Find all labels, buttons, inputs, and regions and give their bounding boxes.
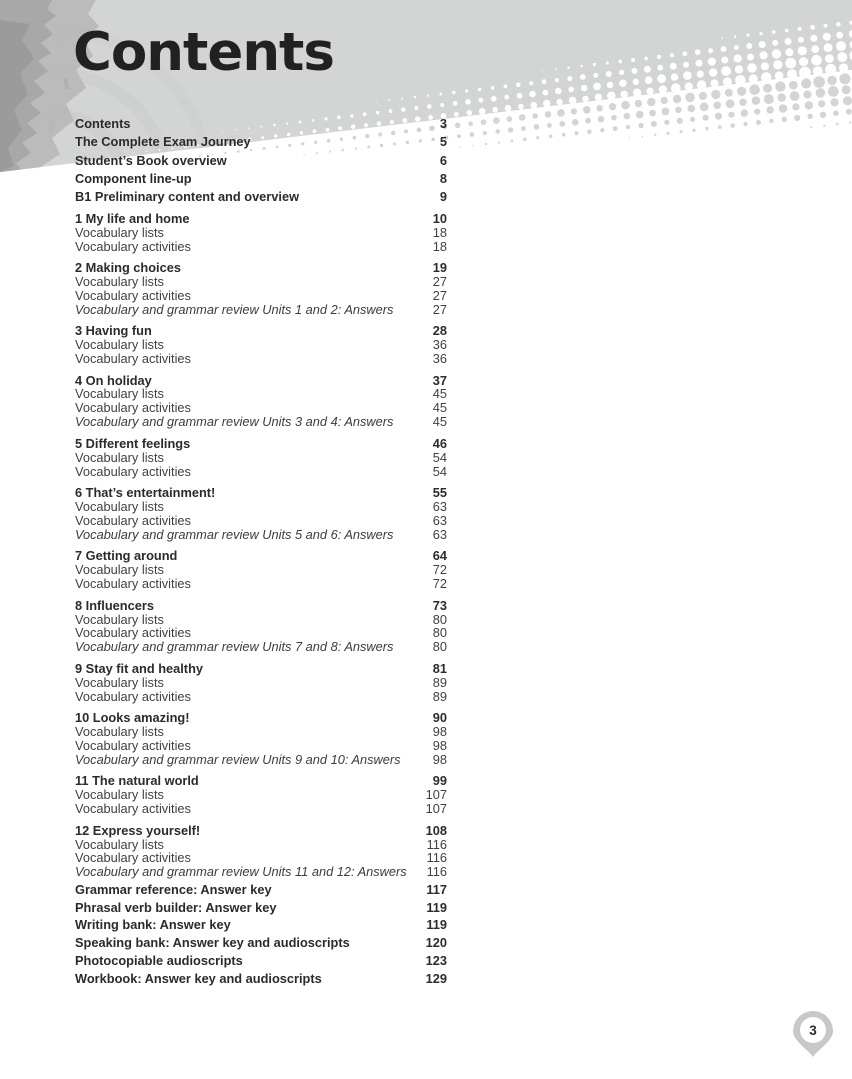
toc-entry-page: 5 <box>439 134 447 150</box>
toc-entry-page: 3 <box>439 116 447 131</box>
toc-row <box>75 190 447 204</box>
toc-row <box>75 338 447 352</box>
toc-row <box>75 240 447 254</box>
toc-entry-label: Vocabulary and grammar review Units 11 and 12: Answers <box>75 864 407 880</box>
toc-unit-group <box>75 324 447 366</box>
toc-row <box>75 599 447 613</box>
toc-row <box>75 918 447 932</box>
toc-row <box>75 883 447 897</box>
toc-entry-label: Writing bank: Answer key <box>75 917 231 933</box>
toc-row <box>75 451 447 465</box>
toc-entry-label: Vocabulary lists <box>75 787 164 803</box>
toc-entry-page: 36 <box>432 337 447 353</box>
toc-row <box>75 387 447 401</box>
toc-unit-group <box>75 486 447 542</box>
toc-entry-page: 72 <box>432 562 447 578</box>
toc-unit-group <box>75 711 447 767</box>
toc-entry-label: 6 That’s entertainment! <box>75 485 216 501</box>
toc-row <box>75 753 447 767</box>
toc-entry-label: Vocabulary activities <box>75 737 191 753</box>
toc-entry-label: Vocabulary lists <box>75 611 164 627</box>
toc-entry-label: Vocabulary activities <box>75 801 191 817</box>
toc-entry-label: Vocabulary activities <box>75 576 191 592</box>
toc-entry-page: 108 <box>425 822 447 838</box>
toc-unit-group <box>75 549 447 591</box>
toc-row <box>75 437 447 451</box>
toc-entry-label: Speaking bank: Answer key and audioscripts <box>75 935 350 951</box>
toc-entry-page: 18 <box>432 238 447 254</box>
toc-entry-label: 9 Stay fit and healthy <box>75 660 204 676</box>
toc-entry-page: 129 <box>425 970 447 986</box>
toc-row <box>75 549 447 563</box>
toc-row <box>75 824 447 838</box>
toc-entry-label: Vocabulary lists <box>75 498 164 514</box>
toc-entry-label: 12 Express yourself! <box>75 822 201 838</box>
toc-entry-label: Component line-up <box>75 170 192 186</box>
toc-row <box>75 500 447 514</box>
toc-entry-page: 10 <box>432 210 447 226</box>
toc-entry-label: Vocabulary activities <box>75 351 191 367</box>
toc-entry-page: 107 <box>425 787 447 803</box>
toc-entry-page: 64 <box>432 548 447 564</box>
toc-row <box>75 486 447 500</box>
toc-entry-label: Vocabulary and grammar review Units 1 and 2: Answers <box>75 301 394 317</box>
toc-entry-page: 123 <box>425 952 447 968</box>
toc-entry-page: 116 <box>426 850 447 866</box>
toc-entry-page: 36 <box>432 351 447 367</box>
toc-row <box>75 577 447 591</box>
toc-entry-page: 54 <box>432 449 447 465</box>
toc-row <box>75 739 447 753</box>
toc-row <box>75 954 447 968</box>
toc-row <box>75 135 447 149</box>
toc-entry-label: Vocabulary activities <box>75 512 191 528</box>
toc-entry-label: Photocopiable audioscripts <box>75 952 243 968</box>
toc-row <box>75 352 447 366</box>
toc-entry-label: 11 The natural world <box>75 773 199 789</box>
toc-entry-page: 73 <box>432 597 447 613</box>
toc-row <box>75 154 447 168</box>
toc-entry-label: Vocabulary activities <box>75 688 191 704</box>
toc-entry-label: Workbook: Answer key and audioscripts <box>75 970 322 986</box>
toc-row <box>75 415 447 429</box>
toc-entry-page: 98 <box>432 751 447 767</box>
toc-row <box>75 676 447 690</box>
toc-entry-label: 4 On holiday <box>75 372 152 388</box>
toc-unit-group <box>75 662 447 704</box>
toc-row <box>75 788 447 802</box>
toc-row <box>75 865 447 879</box>
toc-entry-label: Vocabulary lists <box>75 449 164 465</box>
toc-row <box>75 226 447 240</box>
toc-entry-page: 9 <box>439 189 447 205</box>
toc-entry-page: 89 <box>432 674 447 690</box>
toc-entry-label: Contents <box>75 116 131 131</box>
toc-row <box>75 613 447 627</box>
toc-entry-page: 98 <box>432 737 447 753</box>
toc-row <box>75 465 447 479</box>
toc-row <box>75 690 447 704</box>
toc-entry-label: 10 Looks amazing! <box>75 710 190 726</box>
page-number-badge <box>791 1010 835 1058</box>
toc-entry-page: 99 <box>432 773 447 789</box>
toc-entry-label: Grammar reference: Answer key <box>75 882 272 898</box>
toc-entry-page: 27 <box>432 287 447 303</box>
toc-row <box>75 289 447 303</box>
toc-unit-group <box>75 261 447 317</box>
toc-entry-page: 80 <box>432 611 447 627</box>
toc-row <box>75 802 447 816</box>
toc-entry-label: Vocabulary and grammar review Units 9 and 10: Answers <box>75 751 401 767</box>
toc-entry-page: 45 <box>432 400 447 416</box>
toc-entry-label: 5 Different feelings <box>75 435 191 451</box>
toc-entry-page: 116 <box>426 836 447 852</box>
toc-entry-label: Vocabulary activities <box>75 625 191 641</box>
toc-entry-page: 63 <box>432 526 447 542</box>
toc-entry-page: 19 <box>432 260 447 275</box>
toc-row <box>75 528 447 542</box>
toc-entry-page: 55 <box>432 485 447 501</box>
toc-row <box>75 261 447 275</box>
toc-list <box>75 117 447 986</box>
toc-entry-page: 27 <box>432 301 447 317</box>
toc-entry-label: Vocabulary lists <box>75 273 164 289</box>
toc-entry-label: Vocabulary activities <box>75 850 191 866</box>
toc-entry-page: 63 <box>432 498 447 514</box>
toc-entry-page: 6 <box>439 152 447 168</box>
toc-entry-page: 117 <box>426 882 447 898</box>
page-title: Contents <box>73 22 334 83</box>
map-pin-icon <box>791 1010 835 1058</box>
toc-entry-label: 1 My life and home <box>75 210 190 226</box>
toc-unit-group <box>75 774 447 816</box>
toc-entry-page: 119 <box>426 899 447 915</box>
toc-entry-page: 89 <box>432 688 447 704</box>
toc-row <box>75 275 447 289</box>
toc-entry-label: Vocabulary lists <box>75 386 164 402</box>
toc-entry-label: The Complete Exam Journey <box>75 134 251 150</box>
toc-unit-group <box>75 212 447 254</box>
toc-entry-label: Vocabulary lists <box>75 562 164 578</box>
toc-entry-label: Vocabulary lists <box>75 836 164 852</box>
toc-row <box>75 640 447 654</box>
toc-entry-label: Vocabulary lists <box>75 337 164 353</box>
toc-row <box>75 838 447 852</box>
toc-entry-page: 81 <box>432 660 447 676</box>
toc-entry-label: Vocabulary and grammar review Units 3 and 4: Answers <box>75 414 394 430</box>
toc-unit-group <box>75 374 447 430</box>
toc-entry-page: 116 <box>426 864 447 880</box>
toc-entry-page: 72 <box>432 576 447 592</box>
toc-entry-label: Vocabulary lists <box>75 224 164 240</box>
toc-entry-page: 8 <box>439 170 447 186</box>
toc-entry-page: 46 <box>432 435 447 451</box>
toc-entry-label: Vocabulary activities <box>75 287 191 303</box>
toc-row <box>75 401 447 415</box>
toc-entry-page: 120 <box>425 935 447 951</box>
toc-entry-page: 98 <box>432 724 447 740</box>
toc-entry-page: 63 <box>432 512 447 528</box>
toc-entry-label: Vocabulary activities <box>75 463 191 479</box>
toc-entry-page: 80 <box>432 625 447 641</box>
toc-entry-page: 18 <box>432 224 447 240</box>
toc-entry-label: Vocabulary lists <box>75 674 164 690</box>
toc-entry-label: Vocabulary and grammar review Units 5 and 6: Answers <box>75 526 394 542</box>
toc-row <box>75 662 447 676</box>
toc-entry-label: Vocabulary lists <box>75 724 164 740</box>
toc-entry-page: 119 <box>426 917 447 933</box>
toc-row <box>75 172 447 186</box>
toc-entry-page: 45 <box>432 414 447 430</box>
toc-row <box>75 374 447 388</box>
toc-row <box>75 725 447 739</box>
toc-row <box>75 711 447 725</box>
toc-row <box>75 563 447 577</box>
toc-entry-label: Student’s Book overview <box>75 152 227 168</box>
toc-row <box>75 774 447 788</box>
toc-row <box>75 901 447 915</box>
toc-unit-group <box>75 824 447 880</box>
toc-entry-page: 80 <box>432 639 447 655</box>
toc-entry-label: Vocabulary activities <box>75 238 191 254</box>
toc-entry-page: 107 <box>425 801 447 817</box>
toc-row <box>75 851 447 865</box>
toc-entry-page: 90 <box>432 710 447 726</box>
toc-entry-page: 27 <box>432 273 447 289</box>
toc-entry-label: B1 Preliminary content and overview <box>75 189 300 205</box>
page-number-text: 3 <box>809 1023 817 1038</box>
toc-entry-label: 3 Having fun <box>75 323 152 339</box>
toc-row <box>75 303 447 317</box>
toc-entry-label: Phrasal verb builder: Answer key <box>75 899 277 915</box>
toc-entry-label: 8 Influencers <box>75 597 154 613</box>
toc-entry-label: 2 Making choices <box>75 260 181 275</box>
toc-entry-page: 28 <box>432 323 447 339</box>
toc-entry-label: 7 Getting around <box>75 548 178 564</box>
toc-entry-label: Vocabulary and grammar review Units 7 and 8: Answers <box>75 639 394 655</box>
toc-unit-group <box>75 599 447 655</box>
toc-entry-page: 37 <box>432 372 447 388</box>
toc-row <box>75 117 447 131</box>
toc-unit-group <box>75 437 447 479</box>
toc-row <box>75 972 447 986</box>
toc-row <box>75 324 447 338</box>
toc-entry-page: 45 <box>432 386 447 402</box>
toc-entry-label: Vocabulary activities <box>75 400 191 416</box>
toc-row <box>75 212 447 226</box>
toc-row <box>75 514 447 528</box>
toc-entry-page: 54 <box>432 463 447 479</box>
toc-row <box>75 626 447 640</box>
toc-row <box>75 936 447 950</box>
